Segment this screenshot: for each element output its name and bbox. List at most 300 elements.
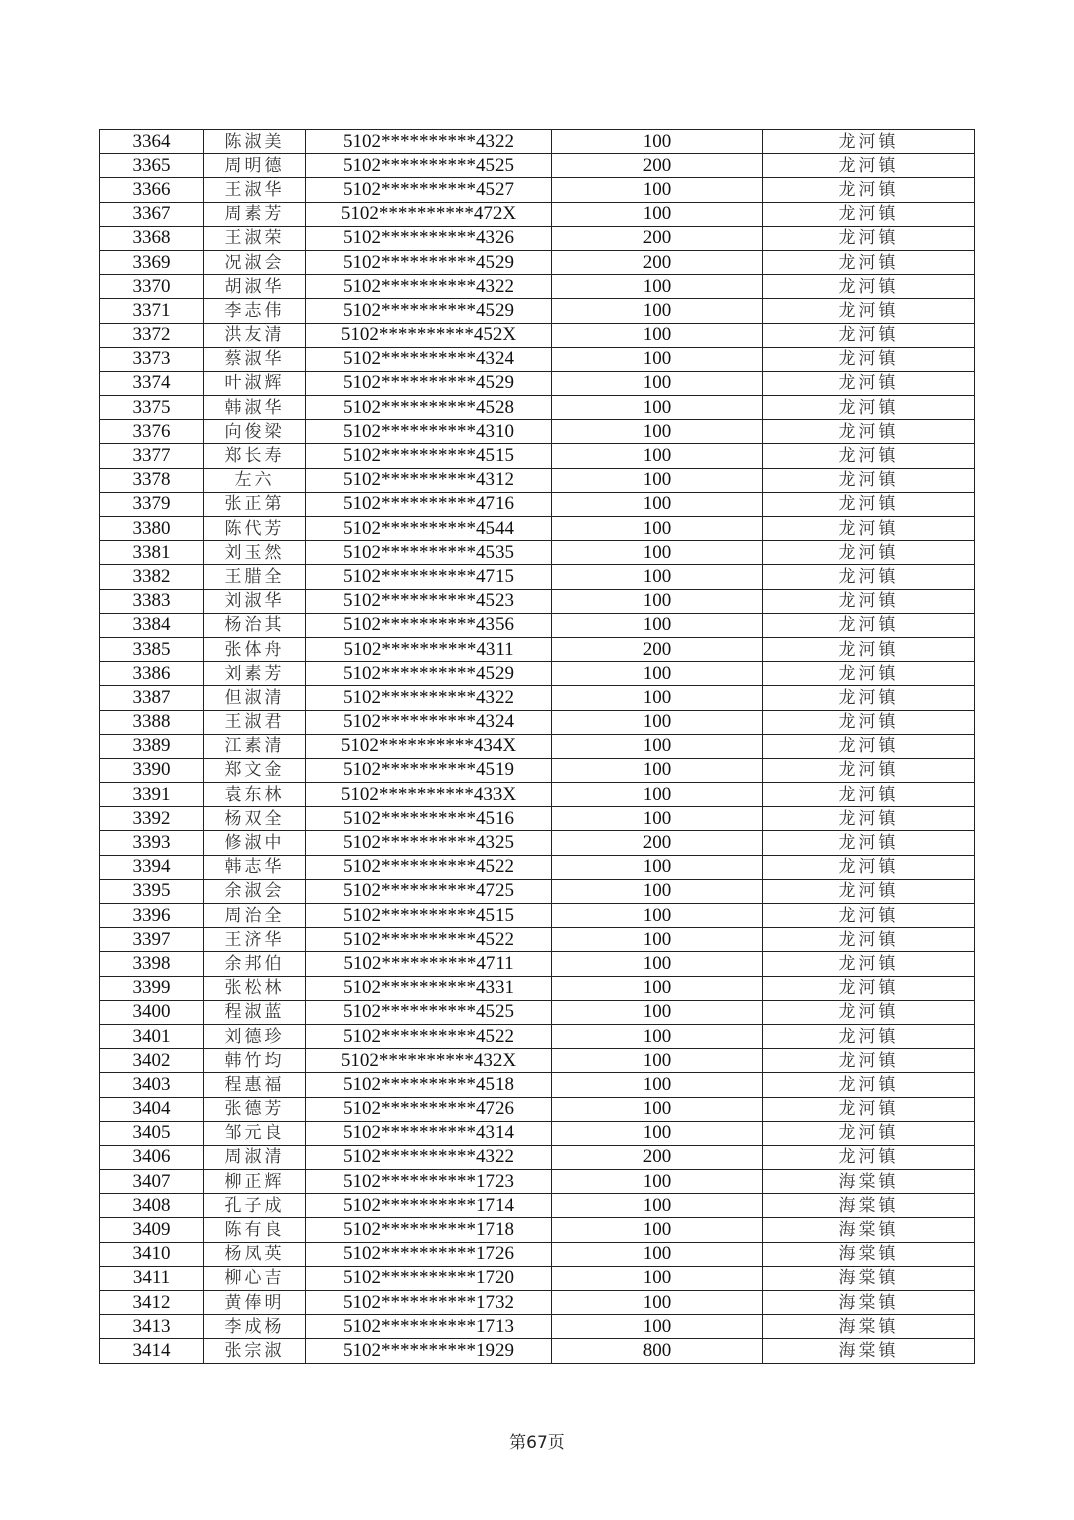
table-row xyxy=(100,928,975,952)
id-number-cell: 5102**********4324 xyxy=(306,347,552,371)
name-cell: 张正第 xyxy=(204,492,306,516)
town-cell: 龙河镇 xyxy=(763,420,975,444)
row-number-cell: 3399 xyxy=(100,976,204,1000)
amount-cell: 100 xyxy=(552,347,763,371)
name-cell: 郑长寿 xyxy=(204,444,306,468)
amount-cell: 100 xyxy=(552,952,763,976)
town-cell: 龙河镇 xyxy=(763,1000,975,1024)
name-cell: 陈有良 xyxy=(204,1218,306,1242)
id-number-cell: 5102**********4311 xyxy=(306,637,552,661)
table-row xyxy=(100,202,975,226)
row-number-cell: 3394 xyxy=(100,855,204,879)
name-cell: 杨凤英 xyxy=(204,1242,306,1266)
id-number-cell: 5102**********4525 xyxy=(306,154,552,178)
row-number-cell: 3397 xyxy=(100,928,204,952)
id-number-cell: 5102**********4529 xyxy=(306,299,552,323)
table-row xyxy=(100,1291,975,1315)
amount-cell: 100 xyxy=(552,613,763,637)
town-cell: 龙河镇 xyxy=(763,154,975,178)
amount-cell: 200 xyxy=(552,226,763,250)
town-cell: 龙河镇 xyxy=(763,371,975,395)
town-cell: 海棠镇 xyxy=(763,1170,975,1194)
town-cell: 龙河镇 xyxy=(763,928,975,952)
table-row xyxy=(100,1315,975,1339)
town-cell: 龙河镇 xyxy=(763,178,975,202)
name-cell: 刘德珍 xyxy=(204,1024,306,1048)
row-number-cell: 3368 xyxy=(100,226,204,250)
town-cell: 龙河镇 xyxy=(763,517,975,541)
amount-cell: 100 xyxy=(552,517,763,541)
table-row xyxy=(100,275,975,299)
amount-cell: 100 xyxy=(552,1194,763,1218)
table-row xyxy=(100,299,975,323)
id-number-cell: 5102**********4324 xyxy=(306,710,552,734)
town-cell: 龙河镇 xyxy=(763,541,975,565)
table-row xyxy=(100,541,975,565)
amount-cell: 100 xyxy=(552,734,763,758)
table-row xyxy=(100,1339,975,1363)
id-number-cell: 5102**********4725 xyxy=(306,879,552,903)
id-number-cell: 5102**********4544 xyxy=(306,517,552,541)
row-number-cell: 3398 xyxy=(100,952,204,976)
id-number-cell: 5102**********1714 xyxy=(306,1194,552,1218)
amount-cell: 100 xyxy=(552,807,763,831)
name-cell: 袁东林 xyxy=(204,783,306,807)
town-cell: 龙河镇 xyxy=(763,831,975,855)
id-number-cell: 5102**********4529 xyxy=(306,662,552,686)
name-cell: 黄俸明 xyxy=(204,1291,306,1315)
row-number-cell: 3374 xyxy=(100,371,204,395)
table-row xyxy=(100,468,975,492)
amount-cell: 100 xyxy=(552,1170,763,1194)
amount-cell: 200 xyxy=(552,250,763,274)
name-cell: 王淑君 xyxy=(204,710,306,734)
amount-cell: 100 xyxy=(552,1024,763,1048)
id-number-cell: 5102**********4711 xyxy=(306,952,552,976)
table-row xyxy=(100,444,975,468)
id-number-cell: 5102**********4322 xyxy=(306,130,552,154)
row-number-cell: 3404 xyxy=(100,1097,204,1121)
amount-cell: 100 xyxy=(552,710,763,734)
id-number-cell: 5102**********4529 xyxy=(306,371,552,395)
table-row xyxy=(100,1097,975,1121)
amount-cell: 100 xyxy=(552,855,763,879)
table-row xyxy=(100,976,975,1000)
row-number-cell: 3386 xyxy=(100,662,204,686)
town-cell: 龙河镇 xyxy=(763,589,975,613)
name-cell: 柳心吉 xyxy=(204,1266,306,1290)
table-row xyxy=(100,879,975,903)
row-number-cell: 3372 xyxy=(100,323,204,347)
name-cell: 叶淑辉 xyxy=(204,371,306,395)
amount-cell: 100 xyxy=(552,928,763,952)
row-number-cell: 3366 xyxy=(100,178,204,202)
table-row xyxy=(100,1073,975,1097)
town-cell: 龙河镇 xyxy=(763,323,975,347)
row-number-cell: 3406 xyxy=(100,1145,204,1169)
row-number-cell: 3410 xyxy=(100,1242,204,1266)
town-cell: 龙河镇 xyxy=(763,637,975,661)
table-row xyxy=(100,130,975,154)
row-number-cell: 3413 xyxy=(100,1315,204,1339)
id-number-cell: 5102**********4331 xyxy=(306,976,552,1000)
town-cell: 龙河镇 xyxy=(763,347,975,371)
row-number-cell: 3384 xyxy=(100,613,204,637)
id-number-cell: 5102**********4322 xyxy=(306,686,552,710)
row-number-cell: 3390 xyxy=(100,758,204,782)
town-cell: 龙河镇 xyxy=(763,1121,975,1145)
id-number-cell: 5102**********432X xyxy=(306,1049,552,1073)
name-cell: 张体舟 xyxy=(204,637,306,661)
town-cell: 龙河镇 xyxy=(763,226,975,250)
id-number-cell: 5102**********4322 xyxy=(306,1145,552,1169)
amount-cell: 100 xyxy=(552,371,763,395)
id-number-cell: 5102**********4314 xyxy=(306,1121,552,1145)
amount-cell: 200 xyxy=(552,637,763,661)
row-number-cell: 3388 xyxy=(100,710,204,734)
name-cell: 王淑华 xyxy=(204,178,306,202)
amount-cell: 100 xyxy=(552,323,763,347)
row-number-cell: 3379 xyxy=(100,492,204,516)
id-number-cell: 5102**********4322 xyxy=(306,275,552,299)
table-row xyxy=(100,250,975,274)
table-row xyxy=(100,1145,975,1169)
id-number-cell: 5102**********1726 xyxy=(306,1242,552,1266)
row-number-cell: 3391 xyxy=(100,783,204,807)
table-row xyxy=(100,1049,975,1073)
id-number-cell: 5102**********1713 xyxy=(306,1315,552,1339)
row-number-cell: 3392 xyxy=(100,807,204,831)
amount-cell: 100 xyxy=(552,420,763,444)
row-number-cell: 3402 xyxy=(100,1049,204,1073)
amount-cell: 100 xyxy=(552,686,763,710)
town-cell: 龙河镇 xyxy=(763,1097,975,1121)
table-row xyxy=(100,855,975,879)
table-row xyxy=(100,1000,975,1024)
table-row xyxy=(100,492,975,516)
id-number-cell: 5102**********433X xyxy=(306,783,552,807)
id-number-cell: 5102**********1723 xyxy=(306,1170,552,1194)
town-cell: 海棠镇 xyxy=(763,1194,975,1218)
row-number-cell: 3381 xyxy=(100,541,204,565)
table-row xyxy=(100,783,975,807)
name-cell: 韩志华 xyxy=(204,855,306,879)
table-row xyxy=(100,1170,975,1194)
amount-cell: 100 xyxy=(552,1049,763,1073)
name-cell: 张松林 xyxy=(204,976,306,1000)
row-number-cell: 3407 xyxy=(100,1170,204,1194)
amount-cell: 100 xyxy=(552,976,763,1000)
table-row xyxy=(100,396,975,420)
town-cell: 海棠镇 xyxy=(763,1339,975,1363)
id-number-cell: 5102**********4522 xyxy=(306,928,552,952)
name-cell: 洪友清 xyxy=(204,323,306,347)
name-cell: 胡淑华 xyxy=(204,275,306,299)
amount-cell: 100 xyxy=(552,662,763,686)
id-number-cell: 5102**********4326 xyxy=(306,226,552,250)
row-number-cell: 3371 xyxy=(100,299,204,323)
table-row xyxy=(100,178,975,202)
name-cell: 杨治其 xyxy=(204,613,306,637)
row-number-cell: 3395 xyxy=(100,879,204,903)
town-cell: 龙河镇 xyxy=(763,879,975,903)
id-number-cell: 5102**********1929 xyxy=(306,1339,552,1363)
town-cell: 龙河镇 xyxy=(763,758,975,782)
name-cell: 张宗淑 xyxy=(204,1339,306,1363)
table-row xyxy=(100,1121,975,1145)
id-number-cell: 5102**********4726 xyxy=(306,1097,552,1121)
row-number-cell: 3414 xyxy=(100,1339,204,1363)
id-number-cell: 5102**********4522 xyxy=(306,1024,552,1048)
town-cell: 龙河镇 xyxy=(763,492,975,516)
town-cell: 龙河镇 xyxy=(763,468,975,492)
row-number-cell: 3411 xyxy=(100,1266,204,1290)
amount-cell: 100 xyxy=(552,879,763,903)
amount-cell: 100 xyxy=(552,444,763,468)
id-number-cell: 5102**********4522 xyxy=(306,855,552,879)
name-cell: 程惠福 xyxy=(204,1073,306,1097)
name-cell: 周明德 xyxy=(204,154,306,178)
amount-cell: 100 xyxy=(552,202,763,226)
name-cell: 周治全 xyxy=(204,904,306,928)
table-row xyxy=(100,904,975,928)
table-row xyxy=(100,371,975,395)
row-number-cell: 3378 xyxy=(100,468,204,492)
name-cell: 邹元良 xyxy=(204,1121,306,1145)
name-cell: 向俊梁 xyxy=(204,420,306,444)
row-number-cell: 3405 xyxy=(100,1121,204,1145)
id-number-cell: 5102**********4518 xyxy=(306,1073,552,1097)
town-cell: 龙河镇 xyxy=(763,444,975,468)
id-number-cell: 5102**********4716 xyxy=(306,492,552,516)
town-cell: 龙河镇 xyxy=(763,904,975,928)
id-number-cell: 5102**********4535 xyxy=(306,541,552,565)
table-row xyxy=(100,517,975,541)
table-row xyxy=(100,613,975,637)
name-cell: 蔡淑华 xyxy=(204,347,306,371)
amount-cell: 100 xyxy=(552,1315,763,1339)
row-number-cell: 3389 xyxy=(100,734,204,758)
id-number-cell: 5102**********4310 xyxy=(306,420,552,444)
amount-cell: 100 xyxy=(552,1266,763,1290)
row-number-cell: 3409 xyxy=(100,1218,204,1242)
table-row xyxy=(100,831,975,855)
town-cell: 海棠镇 xyxy=(763,1266,975,1290)
table-row xyxy=(100,686,975,710)
name-cell: 王淑荣 xyxy=(204,226,306,250)
id-number-cell: 5102**********4715 xyxy=(306,565,552,589)
name-cell: 王腊全 xyxy=(204,565,306,589)
row-number-cell: 3369 xyxy=(100,250,204,274)
id-number-cell: 5102**********4529 xyxy=(306,250,552,274)
table-row xyxy=(100,952,975,976)
row-number-cell: 3403 xyxy=(100,1073,204,1097)
id-number-cell: 5102**********4527 xyxy=(306,178,552,202)
table-row xyxy=(100,807,975,831)
amount-cell: 100 xyxy=(552,1097,763,1121)
amount-cell: 100 xyxy=(552,1218,763,1242)
id-number-cell: 5102**********4312 xyxy=(306,468,552,492)
id-number-cell: 5102**********4525 xyxy=(306,1000,552,1024)
town-cell: 龙河镇 xyxy=(763,1024,975,1048)
town-cell: 龙河镇 xyxy=(763,250,975,274)
name-cell: 孔子成 xyxy=(204,1194,306,1218)
id-number-cell: 5102**********1720 xyxy=(306,1266,552,1290)
amount-cell: 200 xyxy=(552,831,763,855)
table-row xyxy=(100,758,975,782)
roster-table-body xyxy=(100,130,975,1364)
amount-cell: 100 xyxy=(552,1121,763,1145)
town-cell: 龙河镇 xyxy=(763,734,975,758)
name-cell: 余淑会 xyxy=(204,879,306,903)
town-cell: 龙河镇 xyxy=(763,396,975,420)
name-cell: 江素清 xyxy=(204,734,306,758)
table-row xyxy=(100,226,975,250)
town-cell: 龙河镇 xyxy=(763,1145,975,1169)
town-cell: 龙河镇 xyxy=(763,783,975,807)
name-cell: 杨双全 xyxy=(204,807,306,831)
amount-cell: 800 xyxy=(552,1339,763,1363)
table-row xyxy=(100,1024,975,1048)
row-number-cell: 3365 xyxy=(100,154,204,178)
town-cell: 海棠镇 xyxy=(763,1218,975,1242)
name-cell: 余邦伯 xyxy=(204,952,306,976)
name-cell: 刘玉然 xyxy=(204,541,306,565)
name-cell: 陈代芳 xyxy=(204,517,306,541)
name-cell: 程淑蓝 xyxy=(204,1000,306,1024)
name-cell: 郑文金 xyxy=(204,758,306,782)
id-number-cell: 5102**********4523 xyxy=(306,589,552,613)
id-number-cell: 5102**********4515 xyxy=(306,904,552,928)
row-number-cell: 3387 xyxy=(100,686,204,710)
town-cell: 龙河镇 xyxy=(763,299,975,323)
name-cell: 李志伟 xyxy=(204,299,306,323)
id-number-cell: 5102**********472X xyxy=(306,202,552,226)
town-cell: 龙河镇 xyxy=(763,686,975,710)
row-number-cell: 3380 xyxy=(100,517,204,541)
row-number-cell: 3367 xyxy=(100,202,204,226)
amount-cell: 100 xyxy=(552,1291,763,1315)
amount-cell: 100 xyxy=(552,541,763,565)
table-row xyxy=(100,1194,975,1218)
amount-cell: 100 xyxy=(552,130,763,154)
town-cell: 龙河镇 xyxy=(763,976,975,1000)
table-row xyxy=(100,589,975,613)
table-row xyxy=(100,710,975,734)
amount-cell: 200 xyxy=(552,154,763,178)
town-cell: 龙河镇 xyxy=(763,855,975,879)
town-cell: 龙河镇 xyxy=(763,662,975,686)
name-cell: 陈淑美 xyxy=(204,130,306,154)
id-number-cell: 5102**********4356 xyxy=(306,613,552,637)
roster-table xyxy=(99,129,975,1364)
town-cell: 龙河镇 xyxy=(763,710,975,734)
amount-cell: 100 xyxy=(552,904,763,928)
name-cell: 刘淑华 xyxy=(204,589,306,613)
id-number-cell: 5102**********452X xyxy=(306,323,552,347)
row-number-cell: 3382 xyxy=(100,565,204,589)
town-cell: 龙河镇 xyxy=(763,565,975,589)
table-row xyxy=(100,420,975,444)
name-cell: 修淑中 xyxy=(204,831,306,855)
amount-cell: 100 xyxy=(552,1000,763,1024)
name-cell: 刘素芳 xyxy=(204,662,306,686)
amount-cell: 100 xyxy=(552,299,763,323)
row-number-cell: 3396 xyxy=(100,904,204,928)
id-number-cell: 5102**********4325 xyxy=(306,831,552,855)
town-cell: 龙河镇 xyxy=(763,1073,975,1097)
name-cell: 韩淑华 xyxy=(204,396,306,420)
town-cell: 龙河镇 xyxy=(763,1049,975,1073)
table-row xyxy=(100,662,975,686)
amount-cell: 100 xyxy=(552,758,763,782)
row-number-cell: 3385 xyxy=(100,637,204,661)
town-cell: 海棠镇 xyxy=(763,1242,975,1266)
row-number-cell: 3400 xyxy=(100,1000,204,1024)
amount-cell: 100 xyxy=(552,178,763,202)
amount-cell: 100 xyxy=(552,492,763,516)
name-cell: 李成杨 xyxy=(204,1315,306,1339)
table-row xyxy=(100,154,975,178)
town-cell: 海棠镇 xyxy=(763,1291,975,1315)
town-cell: 龙河镇 xyxy=(763,202,975,226)
town-cell: 海棠镇 xyxy=(763,1315,975,1339)
row-number-cell: 3376 xyxy=(100,420,204,444)
id-number-cell: 5102**********1718 xyxy=(306,1218,552,1242)
id-number-cell: 5102**********4515 xyxy=(306,444,552,468)
name-cell: 左六 xyxy=(204,468,306,492)
id-number-cell: 5102**********4519 xyxy=(306,758,552,782)
row-number-cell: 3370 xyxy=(100,275,204,299)
amount-cell: 100 xyxy=(552,275,763,299)
town-cell: 龙河镇 xyxy=(763,613,975,637)
amount-cell: 100 xyxy=(552,565,763,589)
row-number-cell: 3383 xyxy=(100,589,204,613)
town-cell: 龙河镇 xyxy=(763,807,975,831)
table-row xyxy=(100,1266,975,1290)
amount-cell: 100 xyxy=(552,1073,763,1097)
table-row xyxy=(100,734,975,758)
id-number-cell: 5102**********4528 xyxy=(306,396,552,420)
id-number-cell: 5102**********4516 xyxy=(306,807,552,831)
town-cell: 龙河镇 xyxy=(763,952,975,976)
name-cell: 周淑清 xyxy=(204,1145,306,1169)
page-number: 第67页 xyxy=(509,1433,565,1453)
row-number-cell: 3401 xyxy=(100,1024,204,1048)
row-number-cell: 3375 xyxy=(100,396,204,420)
table-row xyxy=(100,347,975,371)
row-number-cell: 3377 xyxy=(100,444,204,468)
amount-cell: 100 xyxy=(552,396,763,420)
name-cell: 况淑会 xyxy=(204,250,306,274)
row-number-cell: 3408 xyxy=(100,1194,204,1218)
amount-cell: 100 xyxy=(552,468,763,492)
name-cell: 张德芳 xyxy=(204,1097,306,1121)
row-number-cell: 3393 xyxy=(100,831,204,855)
name-cell: 柳正辉 xyxy=(204,1170,306,1194)
table-row xyxy=(100,1242,975,1266)
table-row xyxy=(100,323,975,347)
town-cell: 龙河镇 xyxy=(763,130,975,154)
amount-cell: 200 xyxy=(552,1145,763,1169)
table-row xyxy=(100,565,975,589)
name-cell: 韩竹均 xyxy=(204,1049,306,1073)
row-number-cell: 3373 xyxy=(100,347,204,371)
town-cell: 龙河镇 xyxy=(763,275,975,299)
row-number-cell: 3364 xyxy=(100,130,204,154)
id-number-cell: 5102**********434X xyxy=(306,734,552,758)
table-row xyxy=(100,1218,975,1242)
